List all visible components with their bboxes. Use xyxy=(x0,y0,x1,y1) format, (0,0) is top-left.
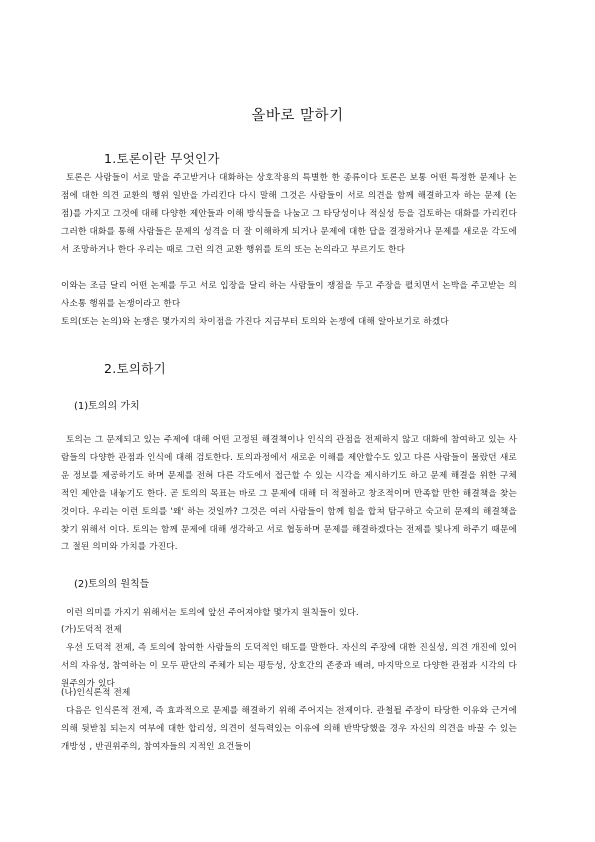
section-1-heading: 1.토론이란 무엇인가 xyxy=(104,151,220,166)
section-1-paragraph-2: 이와는 조금 달리 어떤 논제를 두고 서로 입장을 달리 하는 사람들이 쟁점을 두고 주장을 펼치면서 논박을 주고받는 의사소통 행위를 논쟁이라고 한다 xyxy=(61,281,517,309)
subsection-1-heading: (1)토의의 가치 xyxy=(74,401,140,412)
epistemic-premise-label: (나)인식론적 전제 xyxy=(61,688,131,698)
subsection-1-paragraph: 토의는 그 문제되고 있는 주제에 대해 어떤 고정된 해결책이나 인식의 관점을 전제하지 않고 대화에 참여하고 있는 사람들의 다양한 관점과 인식에 대해 검토한다. 토의과정에서 새로운 이해를 제안할수도 있고 다른 사람들이 몰랐던 새로운 정보를 제공하기도 하며 문제를 전혀 다른 각도에서 접근할 수 있는 시각을 제시하기도 하고 문제 해결을 위한 구체적인 제안을 내놓기도 한다. 곧 토의의 목표는 바로 그 문제에 대해 더 적절하고 창조적이며 만족할 만한 해결책을 찾는 것이다. 우리는 이런 토의를 '왜' 하는 것일까? 그것은 여러 사람들이 함께 힘을 합쳐 탐구하고 숙고히 문제의 해결책을 찾기 위해서 이다. 토의는 함께 문제에 대해 생각하고 서로 협동하며 문제를 해결하겠다는 전제를 빛나게 하주기 때문에 그 절된 의미와 가치를 가진다. xyxy=(61,435,517,553)
subsection-2-heading: (2)토의의 원칙들 xyxy=(74,579,150,590)
moral-premise-paragraph: 우선 도덕적 전제, 즉 토의에 참여한 사람들의 도덕적인 태도를 말한다. 자신의 주장에 대한 진실성, 의견 개진에 있어서의 자유성, 참여하는 이 모두 판단의 주체가 되는 평등성, 상호간의 존중과 배려, 마지막으로 다양한 관점과 시각의 다원주의가 있다 xyxy=(61,643,517,689)
moral-premise-label: (가)도덕적 전제 xyxy=(61,625,123,635)
subsection-2-intro: 이런 의미를 가지기 위해서는 토의에 앞선 주어져야할 몇가지 원칙들이 있다. xyxy=(66,608,359,618)
section-1-paragraph-3: 토의(또는 논의)와 논쟁은 몇가지의 차이점을 가진다 지금부터 토의와 논쟁에 대해 알아보기로 하겠다 xyxy=(61,317,449,327)
document-title: 올바로 말하기 xyxy=(251,108,344,124)
section-1-paragraph-1: 토론은 사람들이 서로 말을 주고받거나 대화하는 상호작용의 특별한 한 종류이다 토론은 보통 어떤 특정한 문제나 논점에 대한 의견 교환의 행위 일반을 가리킨다 다시 말해 그것은 사람들이 서로 의견을 함께 해결하고자 하는 문제 (논점)를 가지고 그것에 대해 다양한 제안들과 이해 방식들을 나눔고 그 타당성이나 적실성 등을 검토하는 대화를 가리킨다 그러한 대화를 통해 사람들은 문제의 성격을 더 잘 이해하게 되거나 문제에 대한 답을 결정하거나 문제를 새로운 각도에서 조망하거나 한다 우리는 때로 그런 의견 교환 행위를 토의 또는 논의라고 부르기도 한다 xyxy=(61,173,517,255)
section-2-heading: 2.토의하기 xyxy=(104,361,167,376)
epistemic-premise-paragraph: 다음은 인식론적 전제, 즉 효과적으로 문제를 해결하기 위해 주어지는 전제이다. 관철될 주장이 타당한 이유와 근거에 의해 뒷받침 되는지 여부에 대한 합리성, 의견이 설득력있는 이유에 의해 반박당했을 경우 자신의 의견을 바꿀 수 있는 개방성 , 반권위주의, 참여자들의 지적인 요건들이 xyxy=(61,706,517,752)
